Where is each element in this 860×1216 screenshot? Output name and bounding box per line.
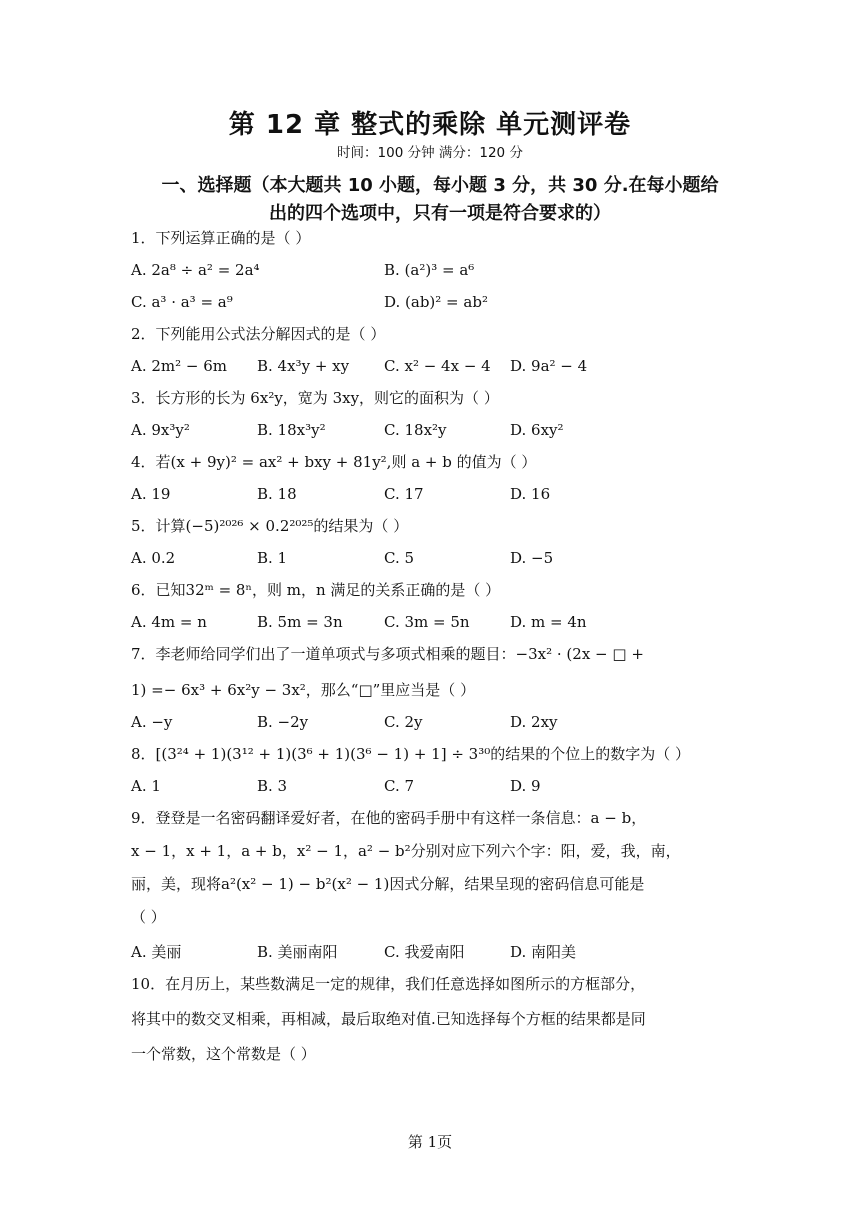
- question-9-stem-line4: （ ）: [131, 908, 166, 926]
- question-9-stem-line3: 丽，美，现将a²(x² − 1) − b²(x² − 1)因式分解，结果呈现的密码信息可能是: [131, 875, 645, 893]
- question-9-option-d: D. 南阳美: [510, 943, 577, 961]
- question-8-option-a: A. 1: [131, 777, 161, 795]
- question-1-option-c: C. a³ · a³ = a⁹: [131, 293, 233, 311]
- question-4-option-b: B. 18: [257, 485, 297, 503]
- question-7-option-c: C. 2y: [384, 713, 423, 731]
- question-10-stem-line2: 将其中的数交叉相乘，再相减，最后取绝对值.已知选择每个方框的结果都是同: [131, 1010, 646, 1028]
- question-3-option-c: C. 18x²y: [384, 421, 447, 439]
- question-7-stem-line2: 1) =− 6x³ + 6x²y − 3x²，那么“□”里应当是（ ）: [131, 681, 476, 699]
- question-7-option-a: A. −y: [131, 713, 173, 731]
- question-4-option-a: A. 19: [131, 485, 171, 503]
- question-10-stem-line3: 一个常数，这个常数是（ ）: [131, 1045, 316, 1063]
- question-6-option-b: B. 5m = 3n: [257, 613, 343, 631]
- question-3-option-d: D. 6xy²: [510, 421, 564, 439]
- question-2-option-a: A. 2m² − 6m: [131, 357, 228, 375]
- question-5-stem: 5．计算(−5)²⁰²⁶ × 0.2²⁰²⁵的结果为（ ）: [131, 517, 409, 535]
- question-8-option-b: B. 3: [257, 777, 288, 795]
- section-heading-line2: 出的四个选项中，只有一项是符合要求的）: [269, 203, 611, 224]
- question-2-option-b: B. 4x³y + xy: [257, 357, 350, 375]
- question-3-option-b: B. 18x³y²: [257, 421, 326, 439]
- question-2-option-c: C. x² − 4x − 4: [384, 357, 491, 375]
- question-2-option-d: D. 9a² − 4: [510, 357, 588, 375]
- question-2-stem: 2．下列能用公式法分解因式的是（ ）: [131, 325, 386, 343]
- question-7-option-d: D. 2xy: [510, 713, 558, 731]
- question-5-option-d: D. −5: [510, 549, 554, 567]
- page-title: 第 12 章 整式的乘除 单元测评卷: [228, 110, 632, 140]
- question-4-option-d: D. 16: [510, 485, 551, 503]
- page-number: 第 1页: [407, 1133, 453, 1151]
- question-9-stem-line2: x − 1，x + 1，a + b，x² − 1，a² − b²分别对应下列六个字：阳，爱，我，南，: [131, 842, 681, 860]
- question-6-option-a: A. 4m = n: [131, 613, 207, 631]
- question-3-stem: 3．长方形的长为 6x²y，宽为 3xy，则它的面积为（ ）: [131, 389, 499, 407]
- question-6-stem: 6．已知32ᵐ = 8ⁿ，则 m，n 满足的关系正确的是（ ）: [131, 581, 501, 599]
- question-7-stem-line1: 7．李老师给同学们出了一道单项式与多项式相乘的题目：−3x² · (2x − □ +: [131, 645, 644, 663]
- question-8-option-d: D. 9: [510, 777, 541, 795]
- question-4-option-c: C. 17: [384, 485, 424, 503]
- question-6-option-c: C. 3m = 5n: [384, 613, 470, 631]
- question-8-option-c: C. 7: [384, 777, 415, 795]
- question-6-option-d: D. m = 4n: [510, 613, 587, 631]
- question-7-option-b: B. −2y: [257, 713, 309, 731]
- question-9-option-b: B. 美丽南阳: [257, 943, 338, 961]
- question-8-stem: 8．[(3²⁴ + 1)(3¹² + 1)(3⁶ + 1)(3⁶ − 1) + 1] ÷ 3³⁰的结果的个位上的数字为（ ）: [131, 745, 691, 763]
- question-1-option-b: B. (a²)³ = a⁶: [384, 261, 475, 279]
- section-heading: [130, 172, 750, 228]
- section-heading-line1: 一、选择题（本大题共 10 小题，每小题 3 分，共 30 分.在每小题给: [161, 175, 719, 196]
- question-5-option-c: C. 5: [384, 549, 415, 567]
- question-10-stem-line1: 10．在月历上，某些数满足一定的规律，我们任意选择如图所示的方框部分，: [131, 975, 646, 993]
- question-9-option-a: A. 美丽: [131, 943, 182, 961]
- question-5-option-b: B. 1: [257, 549, 288, 567]
- question-9-option-c: C. 我爱南阳: [384, 943, 465, 961]
- question-1-stem: 1．下列运算正确的是（ ）: [131, 229, 311, 247]
- question-1-option-d: D. (ab)² = ab²: [384, 293, 488, 311]
- question-3-option-a: A. 9x³y²: [131, 421, 190, 439]
- question-4-stem: 4．若(x + 9y)² = ax² + bxy + 81y²,则 a + b 的值为（ ）: [131, 453, 537, 471]
- question-5-option-a: A. 0.2: [131, 549, 176, 567]
- question-9-stem-line1: 9．登登是一名密码翻译爱好者，在他的密码手册中有这样一条信息：a − b，: [131, 809, 647, 827]
- exam-meta: 时间：100 分钟 满分：120 分: [337, 145, 523, 161]
- question-1-option-a: A. 2a⁸ ÷ a² = 2a⁴: [131, 261, 260, 279]
